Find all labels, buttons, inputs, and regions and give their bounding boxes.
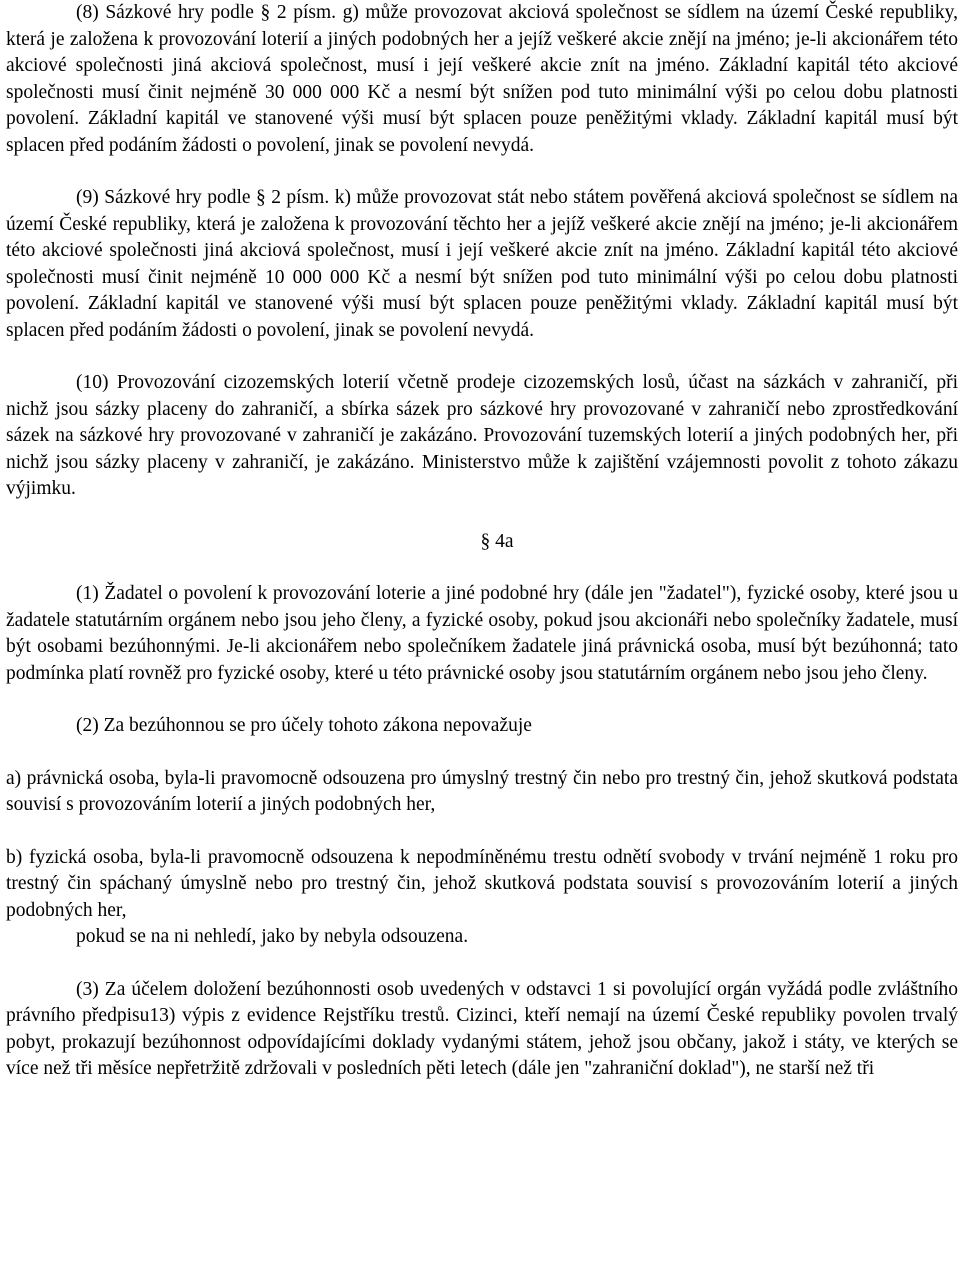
- paragraph-9: (9) Sázkové hry podle § 2 písm. k) může provozovat stát nebo státem pověřená akciová společnost se sídlem na území České republiky, která je založena k provozování těchto her a jejíž veškeré akcie znějí na jméno; je-li akcionářem této akciové společnosti jiná akciová společnost, musí i její veškeré akcie znít na jméno. Základní kapitál této akciové společnosti musí činit nejméně 10 000 000 Kč a nesmí být snížen pod tuto minimální výši po celou dobu platnosti povolení. Základní kapitál ve stanovené výši musí být splacen pouze peněžitými vklady. Základní kapitál musí být splacen před podáním žádosti o povolení, jinak se povolení nevydá.: [6, 187, 958, 341]
- section-paragraph-3: (3) Za účelem doložení bezúhonnosti osob uvedených v odstavci 1 si povolující orgán vyžádá podle zvláštního právního předpisu13) výpis z evidence Rejstříku trestů. Cizinci, kteří nemají na území České republiky povolen trvalý pobyt, prokazují bezúhonnost odpovídajícími doklady vydanými státem, jehož jsou občany, jakož i státy, ve kterých se více než tři měsíce nepřetržitě zdržovali v posledních pěti letech (dále jen "zahraniční doklad"), ne starší než tři: [6, 978, 958, 1079]
- spacer: [6, 951, 958, 977]
- spacer: [6, 819, 958, 845]
- document-page: [6, 0, 958, 1083]
- spacer: [6, 740, 958, 766]
- spacer: [6, 344, 958, 370]
- list-item-b: b) fyzická osoba, byla-li pravomocně odsouzena k nepodmíněnému trestu odnětí svobody v trvání nejméně 1 roku pro trestný čin spáchaný úmyslně nebo pro trestný čin, jehož skutková podstata souvisí s provozováním loterií a jiných podobných her,: [6, 846, 958, 921]
- spacer: [6, 687, 958, 713]
- paragraph-8: (8) Sázkové hry podle § 2 písm. g) může provozovat akciová společnost se sídlem na území České republiky, která je založena k provozování loterií a jiných podobných her a jejíž veškeré akcie znějí na jméno; je-li akcionářem této akciové společnosti jiná akciová společnost, musí i její veškeré akcie znít na jméno. Základní kapitál této akciové společnosti musí činit nejméně 30 000 000 Kč a nesmí být snížen pod tuto minimální výši po celou dobu platnosti povolení. Základní kapitál ve stanovené výši musí být splacen pouze peněžitými vklady. Základní kapitál musí být splacen před podáním žádosti o povolení, jinak se povolení nevydá.: [6, 2, 958, 156]
- paragraph-10: (10) Provozování cizozemských loterií včetně prodeje cizozemských losů, účast na sázkách v zahraničí, při nichž jsou sázky placeny do zahraničí, a sbírka sázek pro sázkové hry provozované v zahraničí nebo zprostředkování sázek na sázkové hry provozované v zahraničí je zakázáno. Provozování tuzemských loterií a jiných podobných her, při nichž jsou sázky placeny v zahraničí, je zakázáno. Ministerstvo může k zajištění vzájemnosti povolit z tohoto zákazu výjimku.: [6, 372, 958, 499]
- list-tail: pokud se na ni nehledí, jako by nebyla odsouzena.: [76, 926, 469, 947]
- section-paragraph-1: (1) Žadatel o povolení k provozování loterie a jiné podobné hry (dále jen "žadatel"), fyzické osoby, které jsou u žadatele statutárním orgánem nebo jsou jeho členy, a fyzické osoby, pokud jsou akcionáři nebo společníky žadatele, musí být osobami bezúhonnými. Je-li akcionářem nebo společníkem žadatele jiná právnická osoba, musí být bezúhonná; tato podmínka platí rovněž pro fyzické osoby, které u této právnické osoby jsou statutárním orgánem nebo jsou jeho členy.: [6, 583, 958, 684]
- section-paragraph-2: (2) Za bezúhonnou se pro účely tohoto zákona nepovažuje: [76, 715, 532, 736]
- section-heading: § 4a: [480, 530, 514, 552]
- spacer: [6, 159, 958, 185]
- spacer: [6, 555, 958, 581]
- list-item-a: a) právnická osoba, byla-li pravomocně odsouzena pro úmyslný trestný čin nebo pro trestný čin, jehož skutková podstata souvisí s provozováním loterií a jiných podobných her,: [6, 767, 958, 815]
- spacer: [6, 503, 958, 529]
